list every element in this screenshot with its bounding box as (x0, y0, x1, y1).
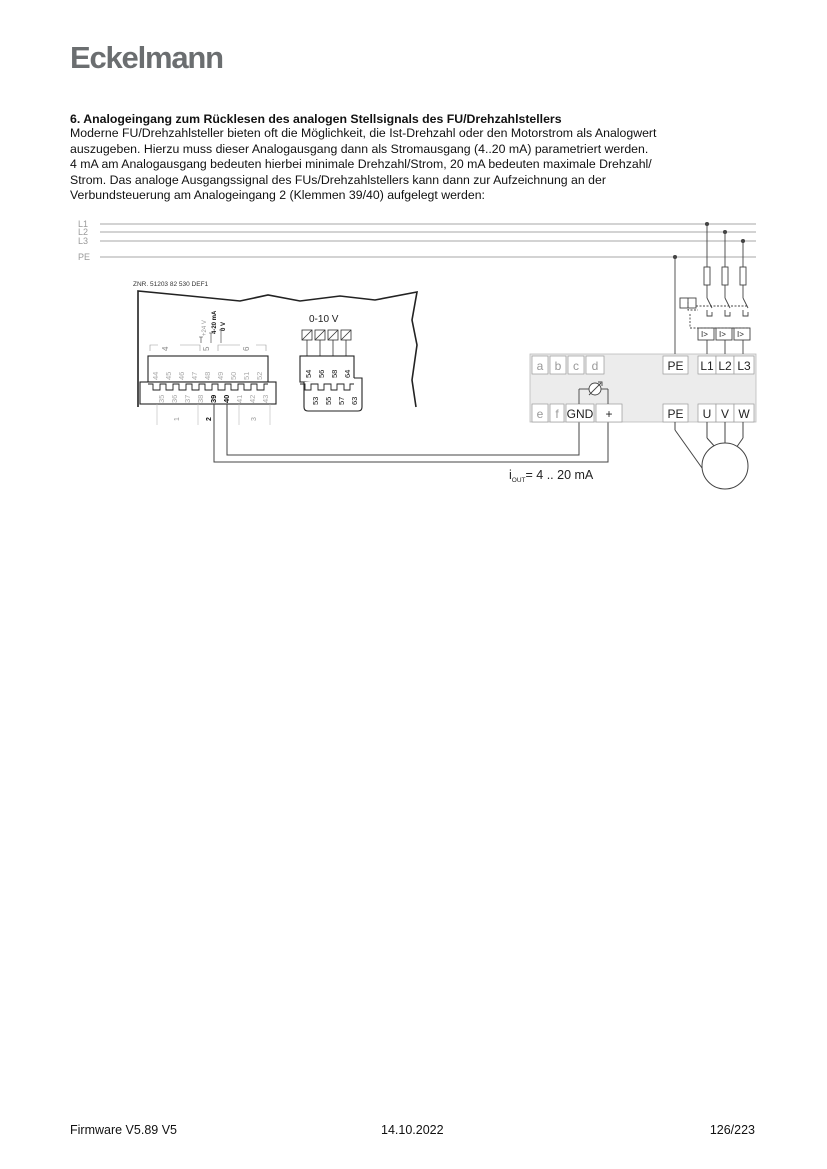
module-terminal: 38 (196, 394, 205, 403)
module-terminal: 45 (164, 371, 173, 380)
label-24v: +24 V (202, 320, 208, 336)
group-label: 6 (242, 346, 251, 351)
bus-label-pe: PE (78, 252, 91, 262)
fu-power-in: PE (667, 359, 684, 373)
bus-label-l1: L1 (78, 219, 89, 229)
module-terminal: 40 (222, 394, 231, 403)
eckelmann-logo: Eckelmann (70, 40, 223, 75)
current-subscript: OUT (511, 477, 526, 484)
module-terminal: 36 (170, 394, 179, 403)
relay-symbol: I> (701, 330, 708, 339)
module-terminal: 46 (177, 371, 186, 380)
fu-terminal: a (536, 359, 544, 373)
module-terminal: 44 (151, 371, 160, 380)
motor (675, 422, 748, 489)
fu-power-in: L2 (718, 359, 732, 373)
module-terminal: 48 (203, 371, 212, 380)
fu-terminal: e (536, 407, 544, 421)
module-terminal: 47 (190, 371, 199, 380)
current-label (509, 468, 594, 484)
power-bus (100, 224, 756, 257)
module-terminal: 41 (235, 394, 244, 403)
analog-terminal: 54 (304, 369, 313, 378)
module-terminal: 43 (261, 394, 270, 403)
module-terminal: 49 (216, 371, 225, 380)
footer-firmware: Firmware V5.89 V5 (70, 1123, 177, 1137)
module-terminal: 51 (242, 371, 251, 380)
module-terminal: 37 (183, 394, 192, 403)
frequency-converter (530, 354, 756, 422)
module-terminal: 42 (248, 394, 257, 403)
fu-terminal: b (554, 359, 562, 373)
bottom-number: 3 (251, 417, 258, 421)
module-terminal: 39 (209, 394, 218, 403)
analog-terminal: 57 (337, 396, 346, 405)
current-prefix: i (509, 468, 512, 482)
group-label: 5 (202, 346, 211, 351)
bus-label-l3: L3 (78, 236, 89, 246)
controller-module (133, 281, 417, 425)
fu-terminal: GND (566, 407, 594, 421)
analog-terminal: 56 (317, 369, 326, 378)
body-text (70, 126, 770, 204)
fu-terminal: c (573, 359, 579, 373)
analog-terminal: 58 (330, 369, 339, 378)
module-terminal: 52 (255, 371, 264, 380)
fu-power-out: U (702, 407, 712, 421)
body-line: Moderne FU/Drehzahlsteller bieten oft die Möglichkeit, die Ist-Drehzahl oder den Motorstrom als Analogwert (70, 126, 657, 140)
module-terminal: 35 (157, 394, 166, 403)
body-line: Verbundsteuerung am Analogeingang 2 (Klemmen 39/40) aufgelegt werden: (70, 188, 485, 202)
analog-terminal: 64 (343, 369, 352, 378)
footer-date: 14.10.2022 (381, 1123, 444, 1137)
label-0v: 0 V (221, 321, 227, 331)
wiring-diagram (0, 210, 827, 500)
section-title: 6. Analogeingang zum Rücklesen des analogen Stellsignals des FU/Drehzahlstellers (70, 112, 562, 126)
footer-page: 126/223 (709, 1123, 755, 1137)
bottom-number: 1 (174, 417, 181, 421)
body-line: auszugeben. Hierzu muss dieser Analogausgang dann als Stromausgang (4..20 mA) parametriert werden. (70, 141, 649, 156)
current-value: = 4 .. 20 mA (525, 468, 594, 482)
fu-power-in: L3 (737, 359, 751, 373)
fu-terminal: f (555, 407, 559, 421)
bottom-number: 2 (206, 417, 213, 421)
fu-terminal: d (591, 359, 599, 373)
fu-terminal: + (605, 407, 613, 421)
analog-terminal: 53 (311, 396, 320, 405)
module-terminal: 50 (229, 371, 238, 380)
analog-terminal: 55 (324, 396, 333, 405)
fu-power-out: V (720, 407, 730, 421)
body-line: 4 mA am Analogausgang bedeuten hierbei minimale Drehzahl/Strom, 20 mA bedeuten maximale Drehzahl/ (70, 157, 652, 171)
relay-symbol: I> (737, 330, 744, 339)
relay-symbol: I> (719, 330, 726, 339)
analog-terminal: 63 (350, 396, 359, 405)
body-line: Strom. Das analoge Ausgangssignal des FUs/Drehzahlstellers kann dann zur Aufzeichnung an der (70, 172, 606, 187)
analog-out-label: 0-10 V (309, 314, 339, 325)
fu-power-in: L1 (700, 359, 714, 373)
label-4-20ma: 4-20 mA (212, 310, 218, 334)
bus-label-l2: L2 (78, 227, 89, 237)
group-label: 4 (161, 346, 170, 351)
fu-power-out: PE (667, 407, 684, 421)
drawing-number: ZNR. 51203 82 530 DEF1 (133, 281, 209, 288)
fu-power-out: W (738, 407, 750, 421)
